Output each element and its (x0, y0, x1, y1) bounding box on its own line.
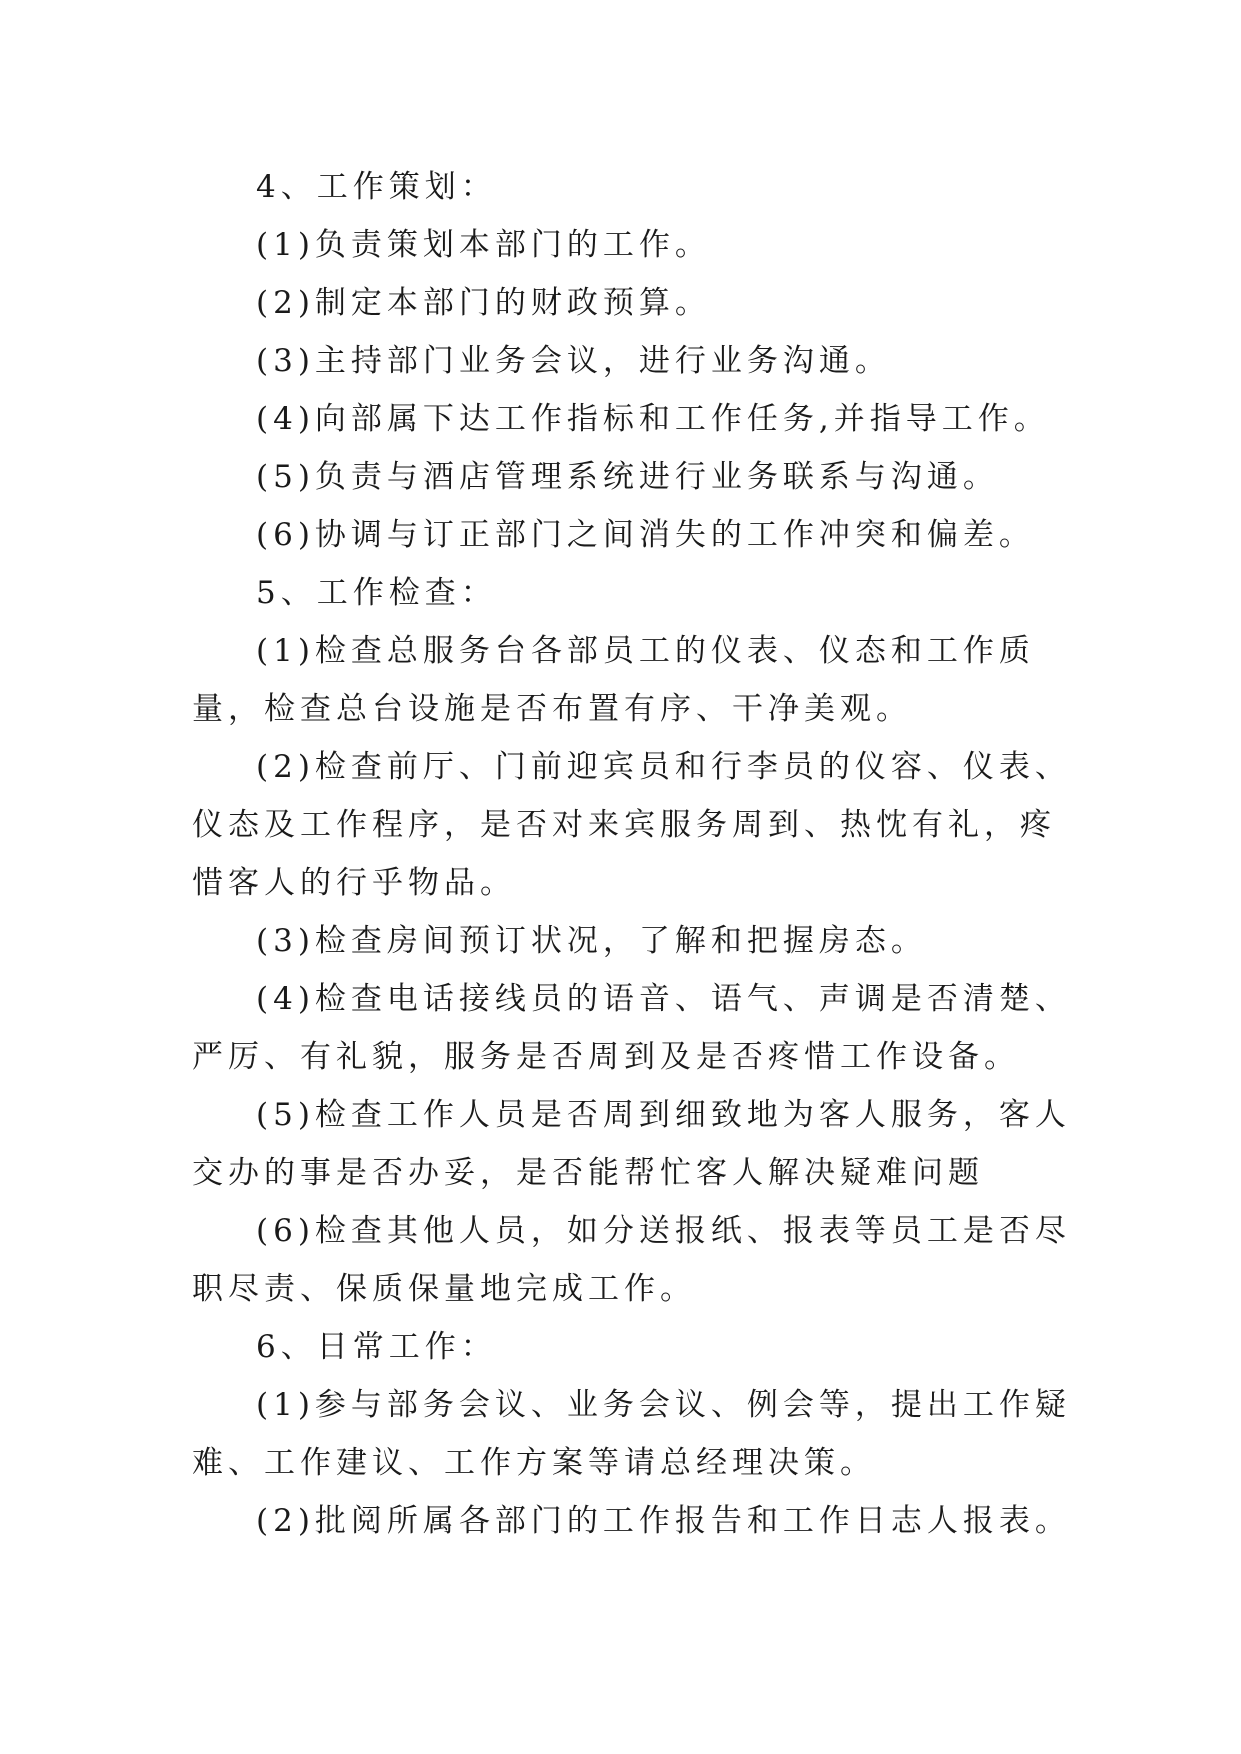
list-item: (1)检查总服务台各部员工的仪表、仪态和工作质量，检查总台设施是否布置有序、干净美观。 (192, 633, 1035, 727)
list-item: (3)检查房间预订状况，了解和把握房态。 (256, 923, 927, 959)
document-body (192, 158, 1072, 1550)
list-item: (6)协调与订正部门之间消失的工作冲突和偏差。 (256, 517, 1035, 553)
list-item: (2)制定本部门的财政预算。 (256, 285, 711, 321)
list-item: (6)检查其他人员，如分送报纸、报表等员工是否尽职尽责、保质保量地完成工作。 (192, 1213, 1071, 1307)
list-item: (2)批阅所属各部门的工作报告和工作日志人报表。 (256, 1503, 1071, 1539)
list-item: (4)向部属下达工作指标和工作任务,并指导工作。 (256, 401, 1050, 437)
list-item: (5)检查工作人员是否周到细致地为客人服务，客人交办的事是否办妥，是否能帮忙客人解决疑难问题 (192, 1097, 1071, 1191)
list-item: (5)负责与酒店管理系统进行业务联系与沟通。 (256, 459, 999, 495)
list-item: (1)参与部务会议、业务会议、例会等，提出工作疑难、工作建议、工作方案等请总经理决策。 (192, 1387, 1071, 1481)
list-item: (3)主持部门业务会议，进行业务沟通。 (256, 343, 891, 379)
section-heading-daily-work: 6、日常工作： (256, 1329, 497, 1365)
list-item: (2)检查前厅、门前迎宾员和行李员的仪容、仪表、仪态及工作程序，是否对来宾服务周到、热忱有礼，疼惜客人的行乎物品。 (192, 749, 1071, 901)
section-heading-work-inspection: 5、工作检查： (256, 575, 497, 611)
section-heading-work-planning: 4、工作策划： (256, 169, 497, 205)
list-item: (1)负责策划本部门的工作。 (256, 227, 711, 263)
list-item: (4)检查电话接线员的语音、语气、声调是否清楚、严厉、有礼貌，服务是否周到及是否疼惜工作设备。 (192, 981, 1071, 1075)
